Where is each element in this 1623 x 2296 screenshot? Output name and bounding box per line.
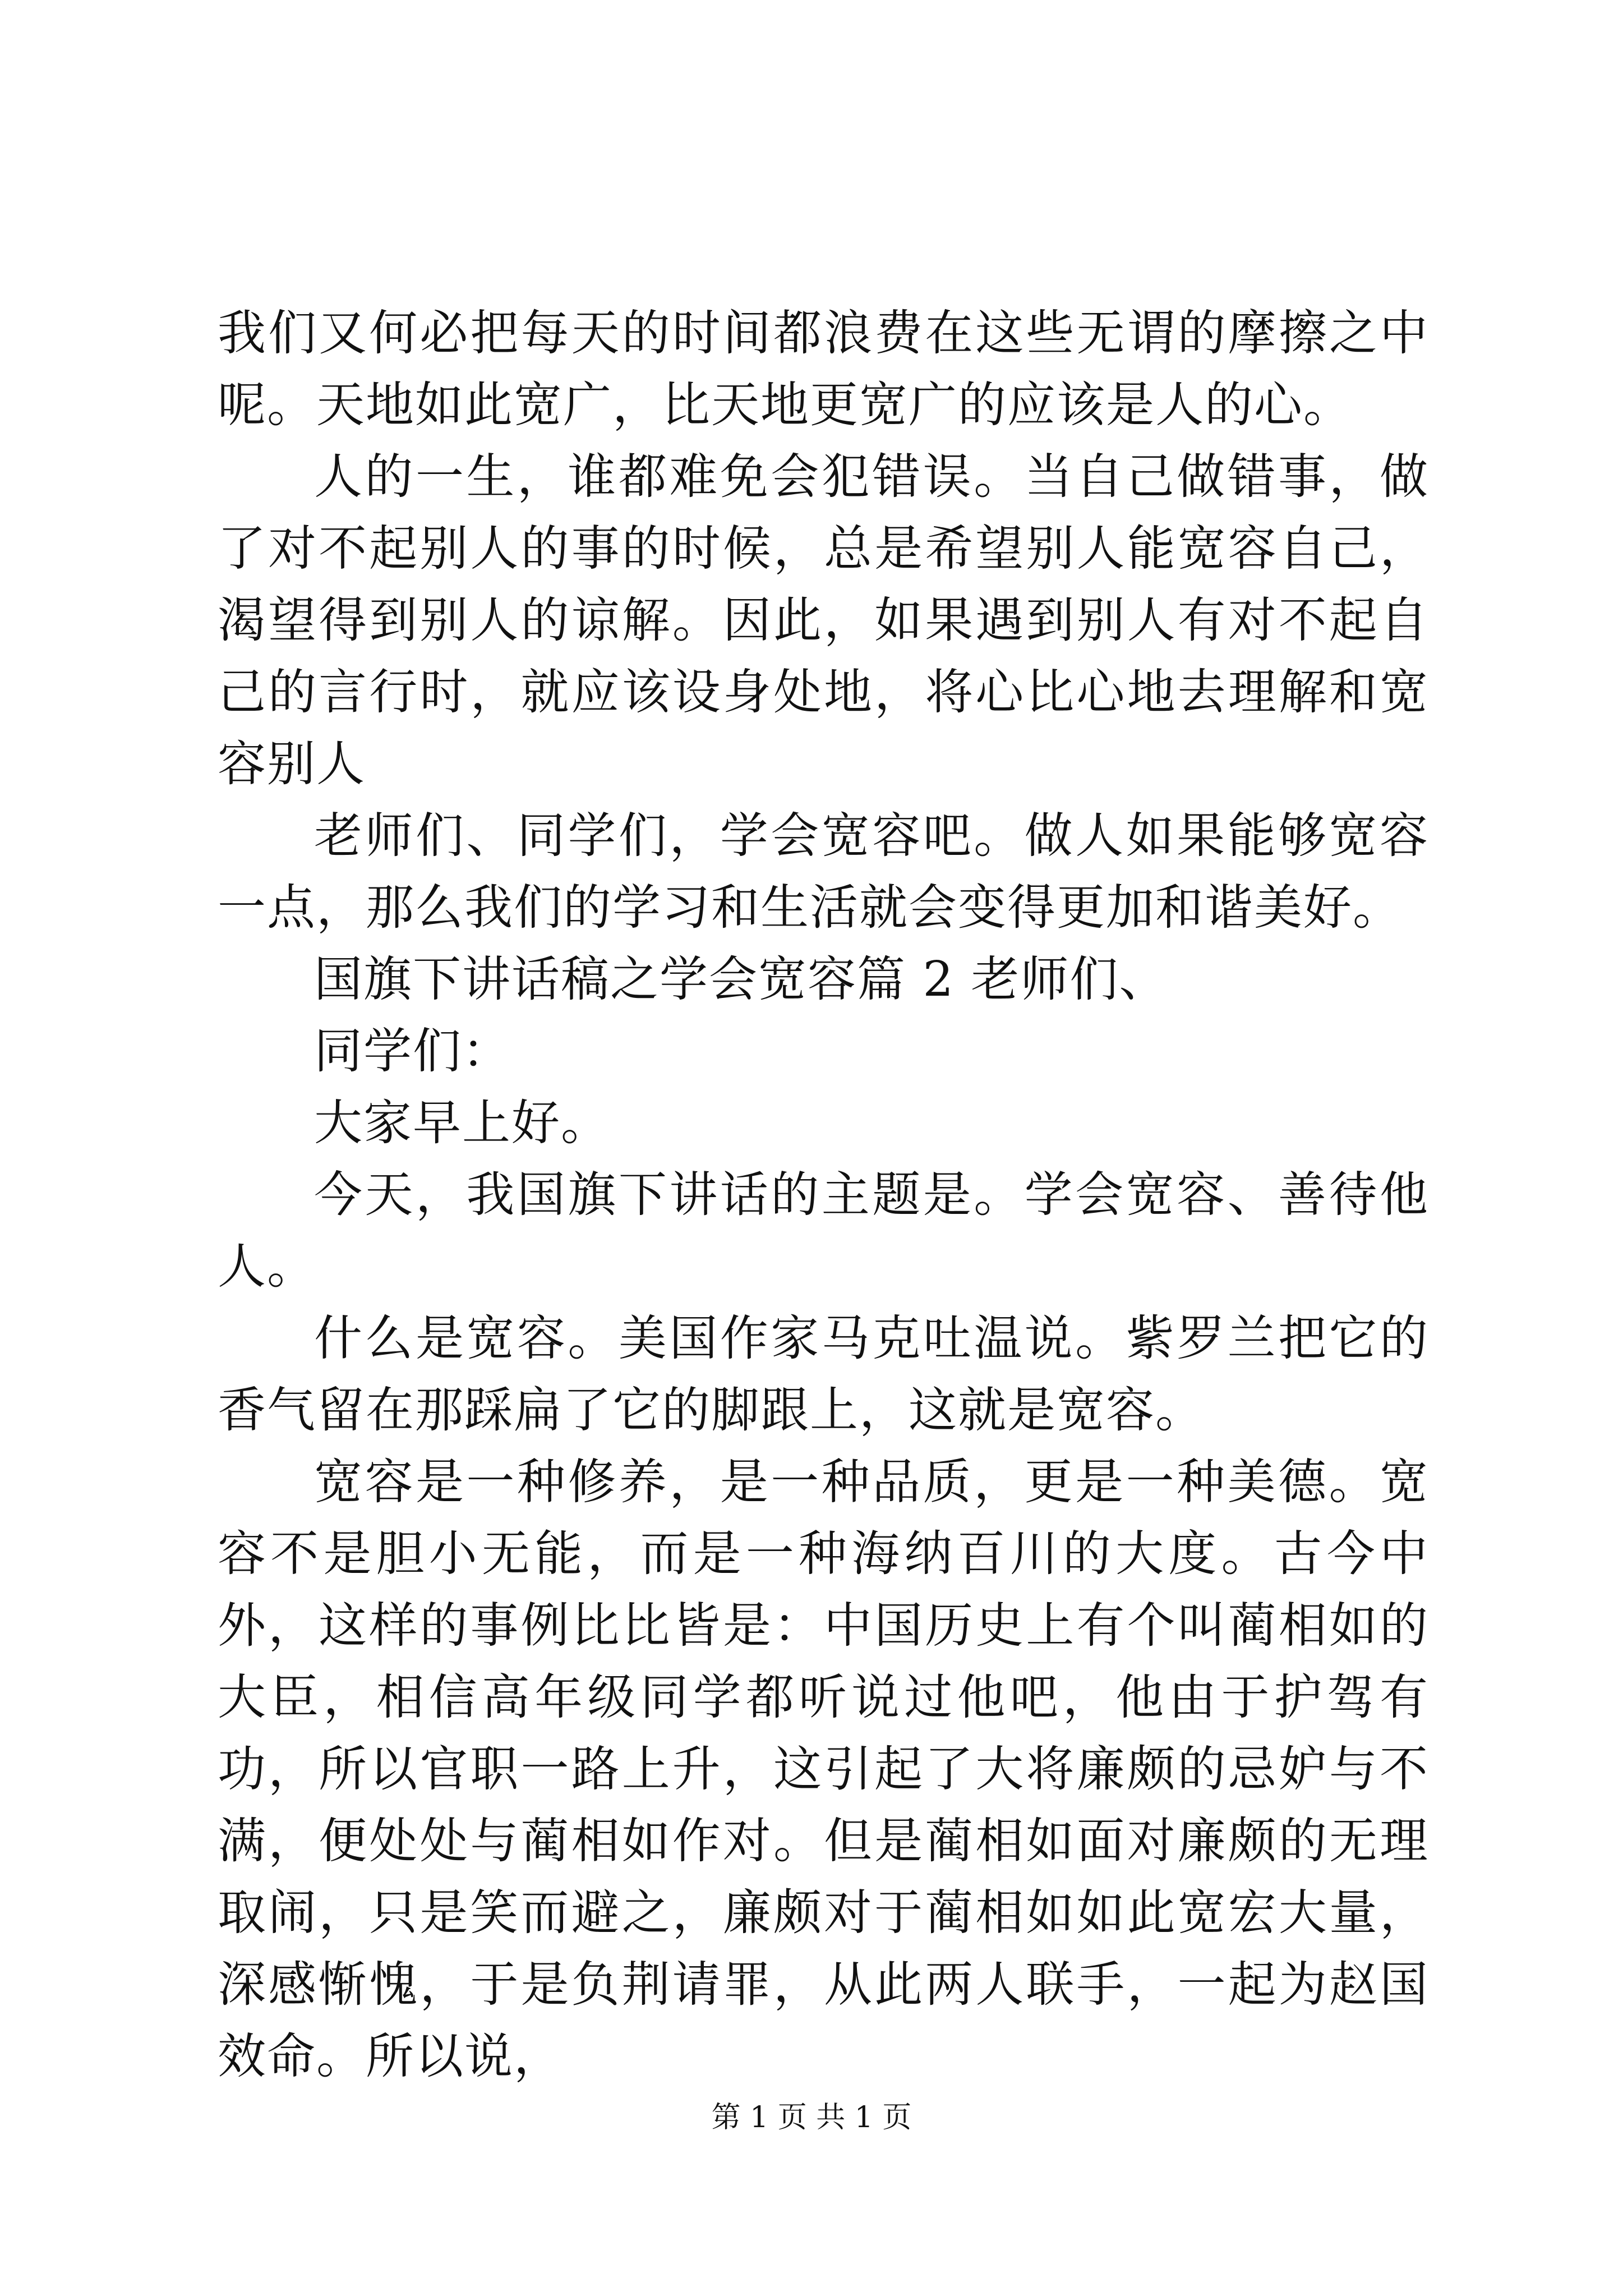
paragraph-continuation: 我们又何必把每天的时间都浪费在这些无谓的摩擦之中呢。天地如此宽广，比天地更宽广的应该是人的心。 [218,305,1429,433]
page-number: 第 1 页 共 1 页 [711,2101,912,2134]
paragraph-virtue: 宽容是一种修养，是一种品质，更是一种美德。宽容不是胆小无能，而是一种海纳百川的大度。古今中外，这样的事例比比皆是：中国历史上有个叫蔺相如的大臣，相信高年级同学都听说过他吧，他由于护驾有功，所以官职一路上升，这引起了大将廉颇的忌妒与不满，便处处与蔺相如作对。但是蔺相如面对廉颇的无理取闹，只是笑而避之，廉颇对于蔺相如如此宽宏大量，深感惭愧，于是负荆请罪，从此两人联手，一起为赵国效命。所以说， [218,1454,1429,2085]
document-body [218,297,1429,2092]
page-footer [0,2098,1623,2137]
paragraph-mistakes: 人的一生，谁都难免会犯错误。当自己做错事，做了对不起别人的事的时候，总是希望别人能宽容自己，渴望得到别人的谅解。因此，如果遇到别人有对不起自己的言行时，就应该设身处地，将心比心地去理解和宽容别人 [218,449,1429,792]
paragraph-topic: 今天，我国旗下讲话的主题是。学会宽容、善待他人。 [218,1167,1429,1295]
speech-heading: 国旗下讲话稿之学会宽容篇 2 老师们、 [314,951,1169,1007]
salutation: 同学们： [314,1023,511,1079]
greeting: 大家早上好。 [314,1095,610,1151]
paragraph-learn-tolerance: 老师们、同学们，学会宽容吧。做人如果能够宽容一点，那么我们的学习和生活就会变得更加和谐美好。 [218,808,1429,936]
paragraph-definition: 什么是宽容。美国作家马克吐温说。紫罗兰把它的香气留在那踩扁了它的脚跟上，这就是宽容。 [218,1310,1429,1438]
